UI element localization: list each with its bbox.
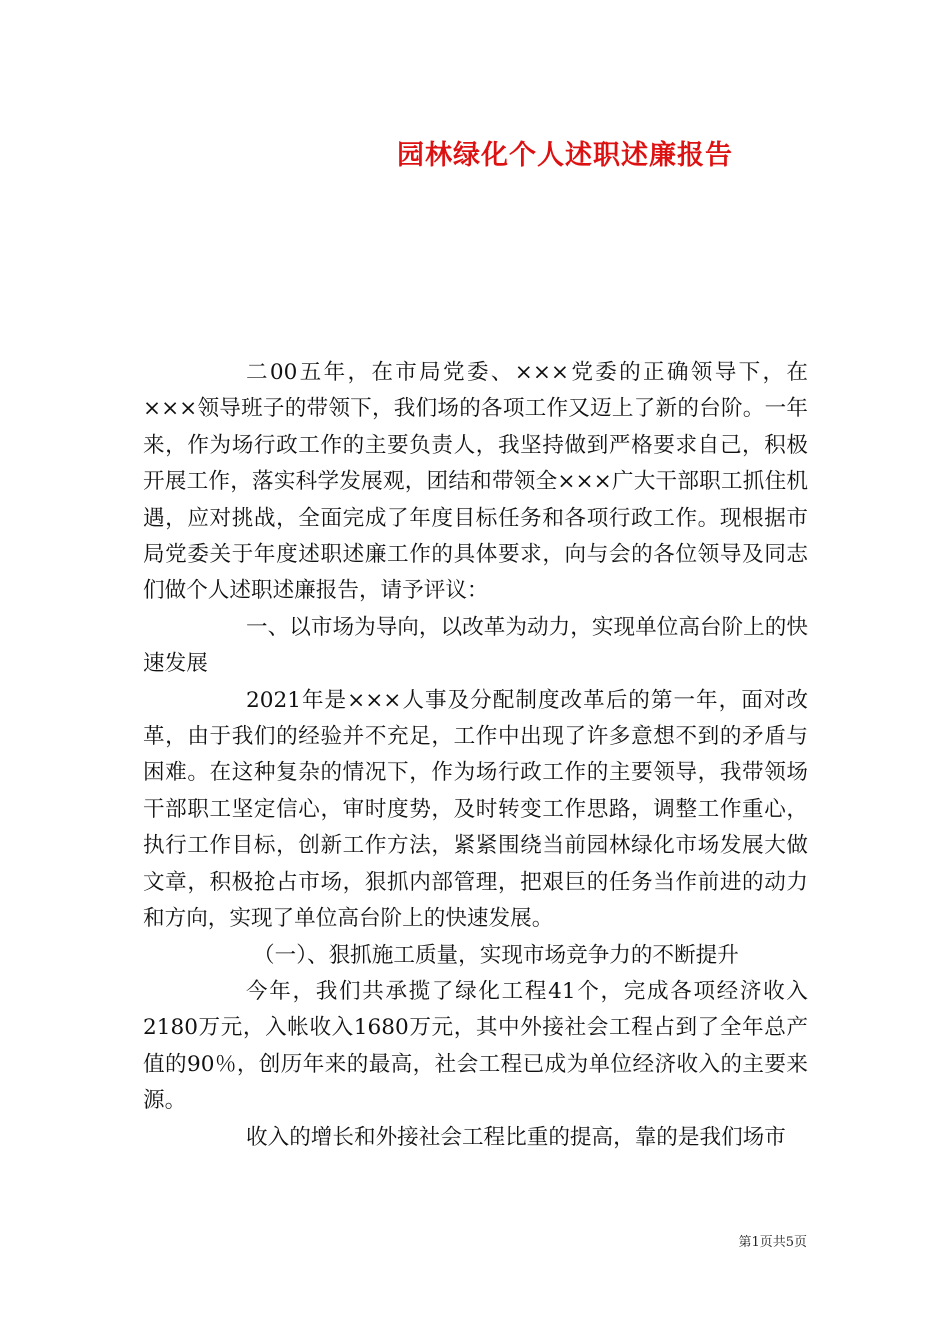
subsection-heading-1: （一）、狠抓施工质量，实现市场竞争力的不断提升 (253, 942, 739, 968)
document-title: 园林绿化个人述职述廉报告 (397, 140, 733, 171)
paragraph-continued: 收入的增长和外接社会工程比重的提高，靠的是我们场市 (246, 1124, 786, 1150)
paragraph-subsection-1: 今年，我们共承揽了绿化工程41个，完成各项经济收入2180万元，入帐收入1680万元，其中外接社会工程占到了全年总产值的90％，创历年来的最高，社会工程已成为单位经济收入的主要来源。 (143, 978, 808, 1114)
document-body (143, 355, 808, 1156)
paragraph-section-1: 2021年是×××人事及分配制度改革后的第一年，面对改革，由于我们的经验并不充足，工作中出现了许多意想不到的矛盾与困难。在这种复杂的情况下，作为场行政工作的主要领导，我带领场干部职工坚定信心，审时度势，及时转变工作思路，调整工作重心，执行工作目标，创新工作方法，紧紧围绕当前园林绿化市场发展大做文章，积极抢占市场，狠抓内部管理，把艰巨的任务当作前进的动力和方向，实现了单位高台阶上的快速发展。 (143, 687, 808, 932)
page-number: 第1页共5页 (738, 1235, 807, 1250)
paragraph-intro: 二00五年，在市局党委、×××党委的正确领导下，在×××领导班子的带领下，我们场的各项工作又迈上了新的台阶。一年来，作为场行政工作的主要负责人，我坚持做到严格要求自己，积极开展工作，落实科学发展观，团结和带领全×××广大干部职工抓住机遇，应对挑战，全面完成了年度目标任务和各项行政工作。现根据市局党委关于年度述职述廉工作的具体要求，向与会的各位领导及同志们做个人述职述廉报告，请予评议： (143, 360, 808, 604)
section-heading-1: 一、以市场为导向，以改革为动力，实现单位高台阶上的快速发展 (143, 614, 808, 677)
